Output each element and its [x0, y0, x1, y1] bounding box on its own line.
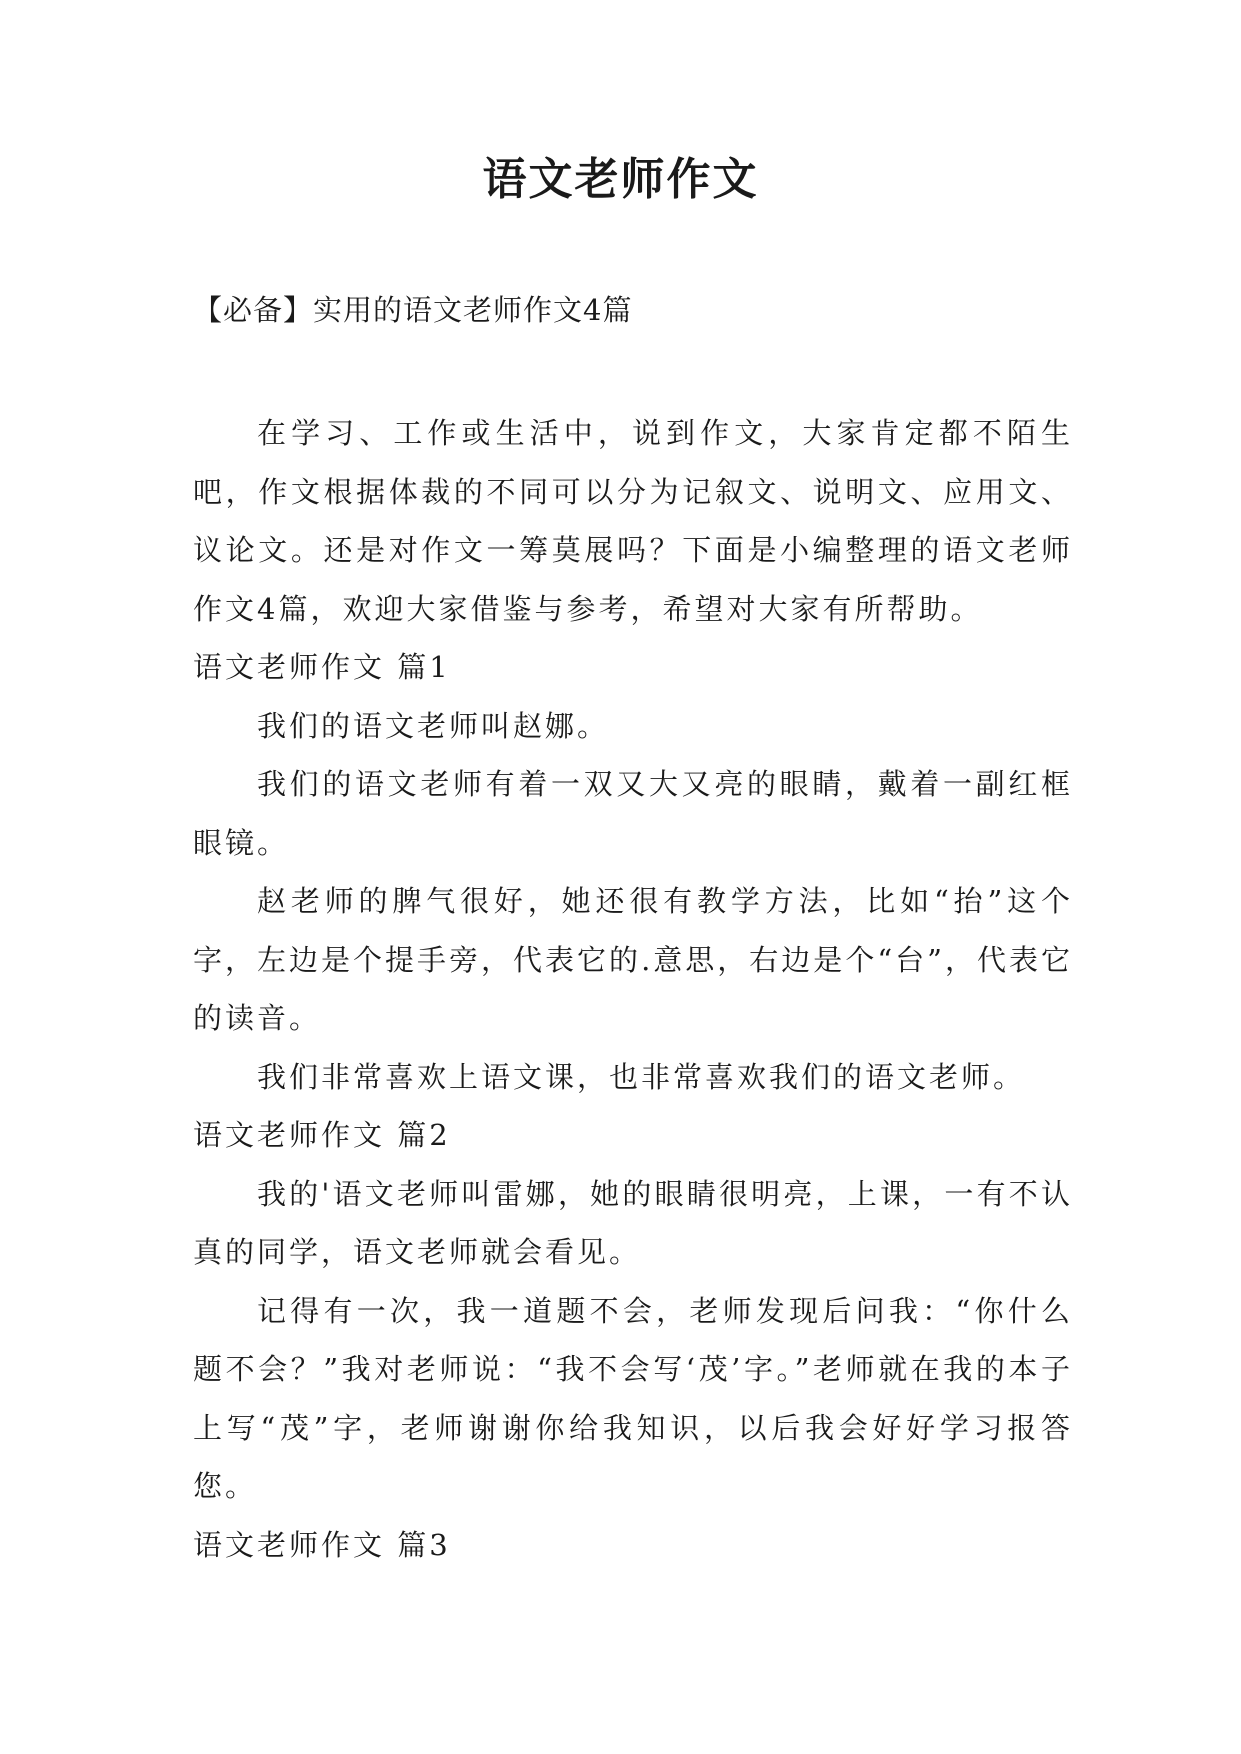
- document-subtitle: 【必备】实用的语文老师作文4篇: [193, 293, 633, 327]
- section-2-paragraph: 记得有一次，我一道题不会，老师发现后问我：“你什么题不会？”我对老师说：“我不会写‘茂’字。”老师就在我的本子上写“茂”字，老师谢谢你给我知识，以后我会好好学习报答您。: [193, 1293, 1073, 1503]
- section-1-paragraph: 我们非常喜欢上语文课，也非常喜欢我们的语文老师。: [257, 1059, 1026, 1094]
- section-1-paragraph: 我们的语文老师叫赵娜。: [257, 708, 610, 743]
- section-heading-2: 语文老师作文 篇2: [193, 1118, 451, 1152]
- section-1-paragraph: 赵老师的脾气很好，她还很有教学方法，比如“抬”这个字，左边是个提手旁，代表它的.意思，右边是个“台”，代表它的读音。: [193, 884, 1073, 1035]
- section-1-paragraph: 我们的语文老师有着一双又大又亮的眼睛，戴着一副红框眼镜。: [193, 767, 1073, 860]
- document-title: 语文老师作文: [482, 154, 759, 205]
- document-body: [193, 404, 1073, 1574]
- section-heading-1: 语文老师作文 篇1: [193, 650, 451, 684]
- section-heading-3: 语文老师作文 篇3: [193, 1527, 451, 1562]
- section-2-paragraph: 我的'语文老师叫雷娜，她的眼睛很明亮，上课，一有不认真的同学，语文老师就会看见。: [193, 1176, 1073, 1269]
- intro-paragraph: 在学习、工作或生活中，说到作文，大家肯定都不陌生吧，作文根据体裁的不同可以分为记叙文、说明文、应用文、议论文。还是对作文一筹莫展吗？下面是小编整理的语文老师作文4篇，欢迎大家借鉴与参考，希望对大家有所帮助。: [193, 416, 1073, 626]
